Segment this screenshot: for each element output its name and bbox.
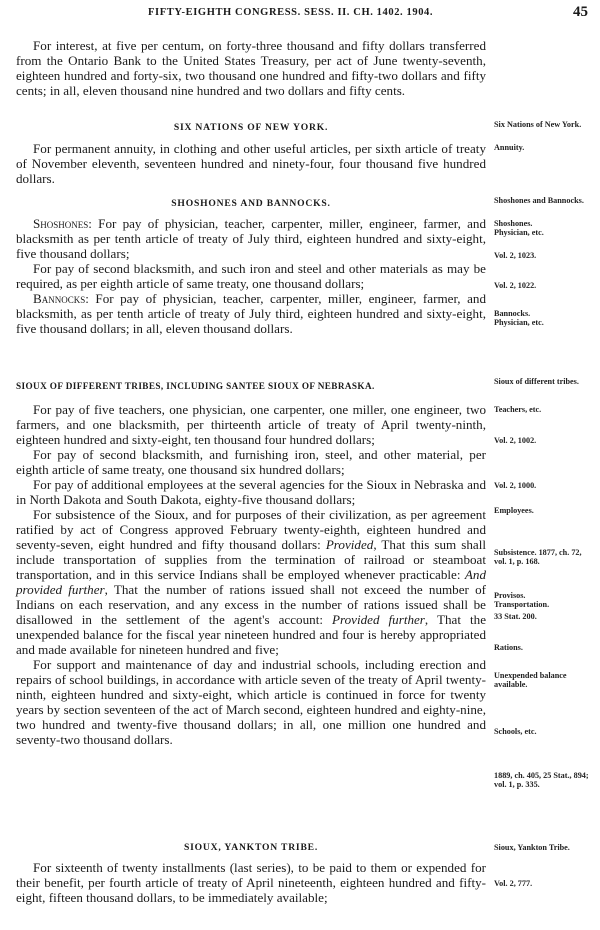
margin-note-yankton: Sioux, Yankton Tribe.: [494, 843, 570, 852]
margin-note-bannocks-physician: Bannocks. Physician, etc.: [494, 309, 544, 327]
sioux-paragraph-1: For pay of five teachers, one physician, one carpenter, one miller, one engineer, two farmers, and one blacksmith, per thirteenth article of treaty of April twenty-ninth, eighteen hundred and sixty-eight, ten thousand four hundred dollars;: [16, 402, 486, 447]
margin-note-subsistence: Subsistence. 1877, ch. 72, vol. 1, p. 168.: [494, 548, 582, 566]
margin-note-vol-2-777: Vol. 2, 777.: [494, 879, 533, 888]
margin-note-annuity: Annuity.: [494, 143, 525, 152]
margin-note-33-stat-200: 33 Stat. 200.: [494, 612, 537, 621]
margin-note-employees: Employees.: [494, 506, 534, 515]
proviso-3: Provided further: [332, 612, 425, 627]
heading-six-nations: SIX NATIONS OF NEW YORK.: [173, 122, 329, 133]
margin-note-vol-2-1022: Vol. 2, 1022.: [494, 281, 537, 290]
margin-note-schools: Schools, etc.: [494, 727, 537, 736]
yankton-block: [16, 860, 486, 905]
sioux-paragraph-5: For support and maintenance of day and industrial schools, including erection and repairs of school buildings, in accordance with article seven of the treaty of April twenty-ninth, eighteen hundred and sixty-eight, which article is continued in force for twenty years by section seventeen of the act of March second, eighteen hundred and eighty-nine, two hundred and twenty-five thousand dollars; in all, one million one hundred and seventy-two thousand dollars.: [16, 657, 486, 747]
sioux-paragraph-3: For pay of additional employees at the several agencies for the Sioux in Nebraska and in North Dakota and South Dakota, eighty-five thousand dollars;: [16, 477, 486, 507]
margin-note-shoshones-bannocks: Shoshones and Bannocks.: [494, 196, 584, 205]
shoshones-block: [16, 216, 486, 336]
margin-note-unexpended: Unexpended balance available.: [494, 671, 567, 689]
margin-note-shoshones-physician: Shoshones. Physician, etc.: [494, 219, 544, 237]
margin-note-teachers: Teachers, etc.: [494, 405, 542, 414]
yankton-paragraph: For sixteenth of twenty installments (last series), to be paid to them or expended for their benefit, per fourth article of treaty of April nineteenth, eighteen hundred and fifty-eight, fifteen thousand dollars, to be immediately available;: [16, 860, 486, 905]
intro-paragraph: For interest, at five per centum, on forty-three thousand and fifty dollars transferred from the Ontario Bank to the United States Treasury, per act of June twenty-seventh, eighteen hundred and forty-six, two thousand one hundred and fifty-two dollars and fifty cents; in all, eleven thousand nine hundred and two dollars and fifty cents.: [16, 38, 486, 98]
shoshones-paragraph-3: [16, 291, 486, 336]
heading-yankton: SIOUX, YANKTON TRIBE.: [183, 842, 319, 853]
intro-block: [16, 38, 486, 98]
margin-note-six-nations: Six Nations of New York.: [494, 120, 582, 129]
heading-shoshones: SHOSHONES AND BANNOCKS.: [171, 198, 331, 209]
page-header: [0, 4, 600, 24]
margin-note-sioux-different: Sioux of different tribes.: [494, 377, 579, 386]
margin-note-vol-2-1023: Vol. 2, 1023.: [494, 251, 537, 260]
margin-note-vol-2-1000: Vol. 2, 1000.: [494, 481, 537, 490]
sioux-p4-part-c: , That the number of rations issued shall not exceed the number of Indians on each reservation, and any excess in the number of rations issued shall be disallowed in the settlement of the agent's account:: [16, 582, 486, 627]
shoshones-lead: Shoshones: [33, 216, 89, 231]
sioux-p4-part-d: , That the unexpended balance for the fiscal year nineteen hundred and four is hereby appropriated and made available for nineteen hundred and five;: [16, 612, 487, 657]
sioux-block: [16, 402, 486, 747]
margin-note-vol-2-1002: Vol. 2, 1002.: [494, 436, 537, 445]
six-nations-paragraph: For permanent annuity, in clothing and other useful articles, per sixth article of treaty of November eleventh, seventeen hundred and ninety-four, four thousand five hundred dollars.: [16, 141, 486, 186]
bannocks-lead: Bannocks: [33, 291, 86, 306]
sioux-p4-part-a: For subsistence of the Sioux, and for purposes of their civilization, as per agreement ratified by act of Congress approved February twenty-eighth, eighteen hundred and seventy-seven, eight hundred and fifty thousand dollars:: [16, 507, 486, 552]
shoshones-p1-text: : For pay of physician, teacher, carpenter, miller, engineer, farmer, and blacksmith as per tenth article of treaty of July third, eighteen hundred and sixty-eight, five thousand dollars;: [16, 216, 486, 261]
six-nations-block: [16, 141, 486, 186]
sioux-paragraph-4: [16, 507, 486, 657]
shoshones-paragraph-2: For pay of second blacksmith, and such iron and steel and other materials as may be required, as per eighth article of same treaty, one thousand dollars;: [16, 261, 486, 291]
sioux-p4-part-b: , That this sum shall include transportation of supplies from the termination of railroad or steamboat transportation, and in this service Indians shall be employed whenever practicable:: [16, 537, 486, 582]
margin-note-provisos: Provisos. Transportation.: [494, 591, 550, 609]
proviso-1: Provided: [325, 537, 374, 552]
shoshones-paragraph-1: [16, 216, 486, 261]
bannocks-p3-text: : For pay of physician, teacher, carpenter, miller, engineer, farmer, and blacksmith, as per tenth article of treaty of July third, eighteen hundred and sixty-eight, five thousand dollars; in all, eleven thousand dollars.: [16, 291, 486, 336]
page-number: 45: [573, 4, 588, 20]
margin-note-rations: Rations.: [494, 643, 523, 652]
sioux-paragraph-2: For pay of second blacksmith, and furnishing iron, steel, and other material, per eighth article of same treaty, one thousand six hundred dollars;: [16, 447, 486, 477]
heading-sioux: SIOUX OF DIFFERENT TRIBES, INCLUDING SANTEE SIOUX OF NEBRASKA.: [16, 381, 375, 391]
running-head: FIFTY-EIGHTH CONGRESS. SESS. II. CH. 1402. 1904.: [148, 7, 434, 18]
proviso-2: And provided further: [16, 567, 486, 597]
margin-note-stat-1889: 1889, ch. 405, 25 Stat., 894; vol. 1, p. 335.: [494, 771, 589, 789]
